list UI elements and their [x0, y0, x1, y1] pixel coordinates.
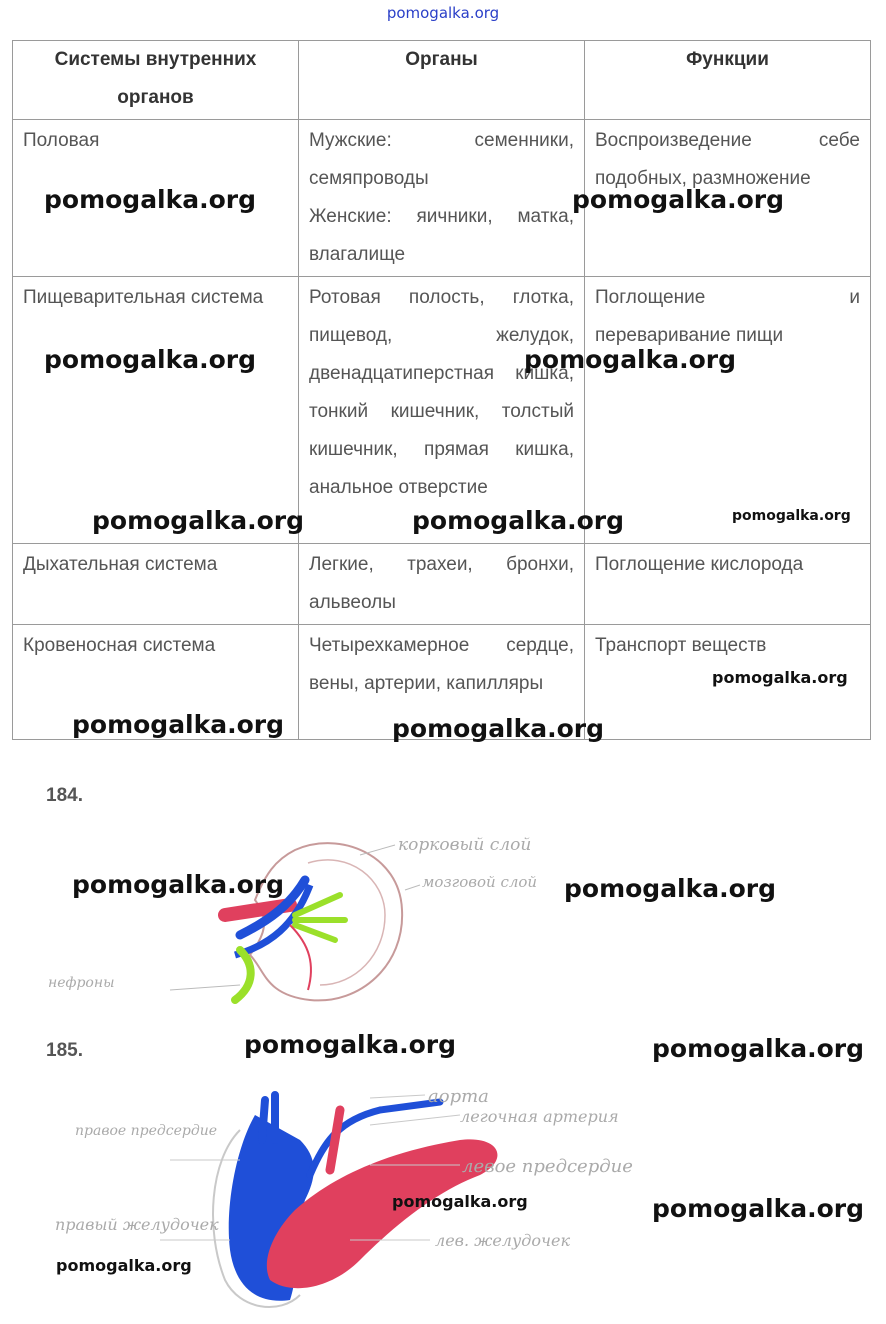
watermark: pomogalka.org [652, 1194, 865, 1223]
watermark: pomogalka.org [72, 710, 285, 739]
organs-cell: Легкие, трахеи, бронхи, альвеолы [299, 544, 585, 625]
task-number-185: 185. [46, 1040, 83, 1061]
watermark: pomogalka.org [44, 345, 257, 374]
task-number-184: 184. [46, 785, 83, 806]
watermark: pomogalka.org [412, 506, 625, 535]
kidney-label-medulla: мозговой слой [422, 873, 538, 891]
heart-label-right-atrium: правое предсердие [75, 1123, 218, 1139]
watermark: pomogalka.org [44, 185, 257, 214]
column-header: Органы [299, 41, 585, 120]
heart-label-left-atrium: левое предсердие [462, 1156, 633, 1177]
watermark: pomogalka.org [572, 185, 785, 214]
organs-cell: Четырехкамерное сердце, вены, артерии, капилляры [299, 625, 585, 740]
watermark: pomogalka.org [712, 668, 848, 687]
column-header: Функции [585, 41, 871, 120]
table-row [13, 544, 871, 625]
system-cell: Половая [13, 120, 299, 277]
function-cell: Поглощение кислорода [585, 544, 871, 625]
system-cell: Пищеварительная система [13, 277, 299, 544]
organ-systems-table [12, 40, 871, 740]
heart-label-aorta: аорта [428, 1086, 489, 1107]
organs-cell: Ротовая полость, глотка, пищевод, желудок, двенадцатиперстная кишка, тонкий кишечник, толстый кишечник, прямая кишка, анальное отверстие [299, 277, 585, 544]
watermark: pomogalka.org [72, 870, 285, 899]
table-header-row [13, 41, 871, 120]
organs-female: Женские: яичники, матка, влагалище [309, 206, 574, 265]
organs-male: Мужские: семенники, семяпроводы [309, 130, 574, 189]
function-cell: Транспорт веществ [585, 625, 871, 740]
heart-label-left-ventricle: лев. желудочек [435, 1231, 571, 1250]
watermark: pomogalka.org [524, 345, 737, 374]
organs-cell [299, 120, 585, 277]
watermark: pomogalka.org [92, 506, 305, 535]
watermark: pomogalka.org [244, 1030, 457, 1059]
function-cell: Воспроизведение себе подобных, размножение [585, 120, 871, 277]
system-cell: Дыхательная система [13, 544, 299, 625]
table-row [13, 277, 871, 544]
function-cell: Поглощение и переваривание пищи [585, 277, 871, 544]
watermark: pomogalka.org [652, 1034, 865, 1063]
heart-drawing [40, 1080, 680, 1320]
watermark: pomogalka.org [392, 1192, 528, 1211]
column-header: Системы внутренних органов [13, 41, 299, 120]
watermark: pomogalka.org [732, 508, 851, 524]
kidney-label-cortex: корковый слой [398, 835, 532, 855]
heart-label-pulmonary-artery: легочная артерия [460, 1107, 619, 1126]
site-link[interactable]: pomogalka.org [386, 4, 500, 22]
watermark: pomogalka.org [392, 714, 605, 743]
kidney-label-nephrons: нефроны [48, 975, 115, 991]
watermark: pomogalka.org [56, 1256, 192, 1275]
kidney-drawing [40, 825, 540, 1015]
heart-label-right-ventricle: правый желудочек [55, 1215, 219, 1234]
system-cell: Кровеносная система [13, 625, 299, 740]
watermark: pomogalka.org [564, 874, 777, 903]
